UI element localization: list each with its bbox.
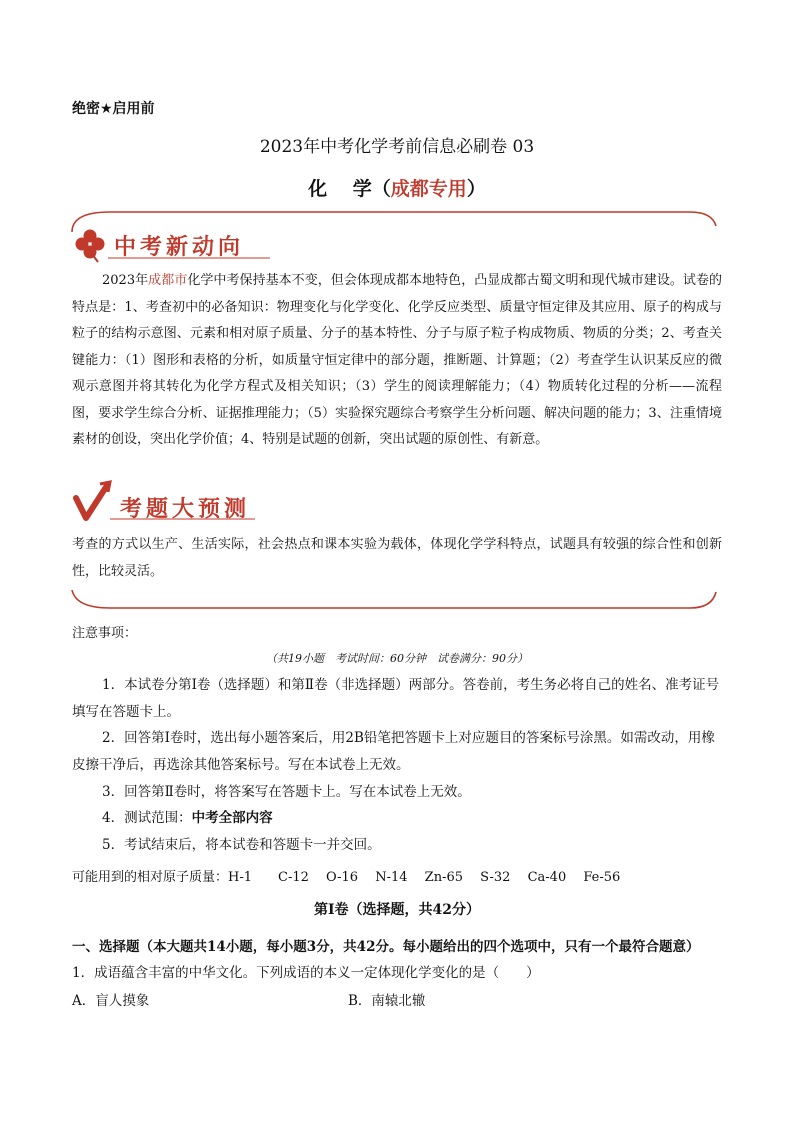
notice-item-3: 3．回答第Ⅱ卷时，将答案写在答题卡上。写在本试卷上无效。 xyxy=(102,784,471,800)
part1-title: 第Ⅰ卷（选择题，共42分） xyxy=(313,902,481,918)
notice-item-4-label: 4．测试范围： xyxy=(102,810,192,826)
atomic-masses: 可能用到的相对原子质量：H-1 C-12 O-16 N-14 Zn-65 S-32 Ca-40 Fe-56 xyxy=(72,870,621,885)
subject-close: ） xyxy=(466,178,486,200)
predict-paragraph: 考查的方式以生产、生活实际，社会热点和课本实验为载体，体现化学学科特点，试题具有较强的综合性和创新性，比较灵活。 xyxy=(72,537,722,579)
notice-item-5: 5．考试结束后，将本试卷和答题卡一并交回。 xyxy=(102,837,381,853)
trend-heading: 中考新动向 xyxy=(114,235,245,260)
confidential-mark: 绝密★启用前 xyxy=(72,101,155,117)
notice-label: 注意事项： xyxy=(72,626,138,641)
predict-heading: 考题大预测 xyxy=(120,497,251,522)
option-a: A．盲人摸象 xyxy=(72,993,150,1009)
exam-title: 2023年中考化学考前信息必刷卷 03 xyxy=(259,137,535,157)
test-scope: 中考全部内容 xyxy=(191,810,273,826)
notice-item-4 xyxy=(72,805,722,832)
clover-icon xyxy=(76,230,105,263)
notice-item-2: 2．回答第Ⅰ卷时，选出每小题答案后，用2B铅笔把答题卡上对应题目的答案标号涂黑。如需改动，用橡皮擦干净后，再选涂其他答案标号。写在本试卷上无效。 xyxy=(72,730,715,773)
trend-city: 成都市 xyxy=(148,273,188,288)
subject-region: 成都专用 xyxy=(390,178,467,200)
exam-meta: （共19小题 考试时间：60分钟 试卷满分：90分） xyxy=(266,652,528,665)
notice-item-1: 1．本试卷分第Ⅰ卷（选择题）和第Ⅱ卷（非选择题）两部分。答卷前，考生务必将自己的姓名、准考证号填写在答题卡上。 xyxy=(72,677,720,720)
checkmark-arrow-icon xyxy=(76,482,110,518)
section-head: 一、选择题（本大题共14小题，每小题3分，共42分。每小题给出的四个选项中，只有一个最符合题意） xyxy=(72,939,700,955)
option-b: B．南辕北辙 xyxy=(348,993,426,1009)
trend-body: 化学中考保持基本不变，但会体现成都本地特色，凸显成都古蜀文明和现代城市建设。试卷的特点是：1、考查初中的必备知识：物理变化与化学变化、化学反应类型、质量守恒定律及其应用、原子的构成与粒子的结构示意图、元素和相对原子质量、分子的基本特性、分子与原子粒子构成物质、物质的分类；2、考查关键能力：（1）图形和表格的分析，如质量守恒定律中的部分题，推断题、计算题；（2）考查学生认识某反应的微观示意图并将其转化为化学方程式及相关知识；（3）学生的阅读理解能力；（4）物质转化过程的分析——流程图，要求学生综合分析、证据推理能力；（5）实验探究题综合考察学生分析问题、解决问题的能力；3、注重情境素材的创设，突出化学价值；4、特别是试题的创新，突出试题的原创性、有新意。 xyxy=(72,273,722,447)
trend-paragraph xyxy=(72,268,722,454)
trend-year: 2023年 xyxy=(102,273,149,288)
subject-title xyxy=(0,174,794,201)
question-1: 1．成语蕴含丰富的中华文化。下列成语的本义一定体现化学变化的是（ ） xyxy=(72,965,540,981)
subject-label: 化 学（ xyxy=(308,178,391,200)
